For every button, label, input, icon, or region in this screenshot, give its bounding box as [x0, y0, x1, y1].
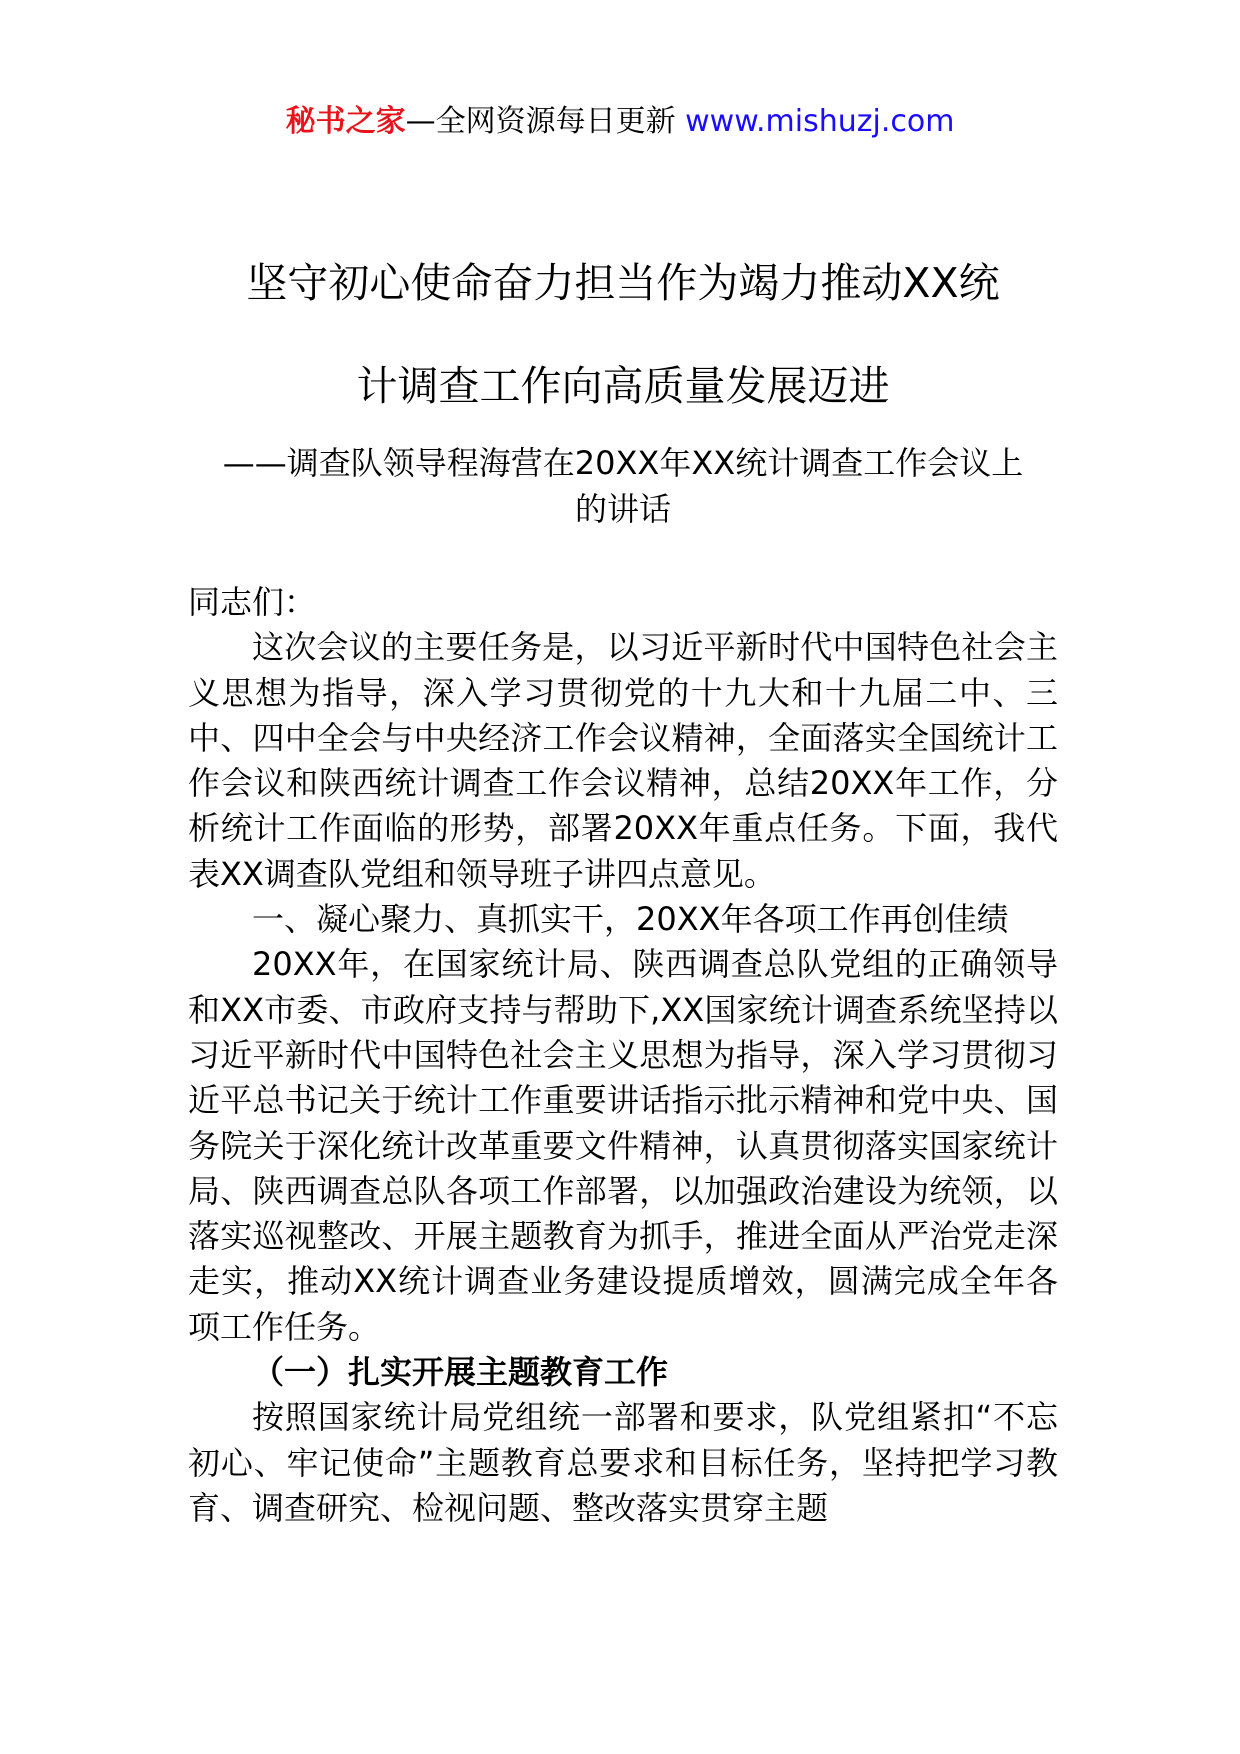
paragraph: 按照国家统计局党组统一部署和要求，队党组紧扣“不忘初心、牢记使命”主题教育总要求和目标任务，坚持把学习教育、调查研究、检视问题、整改落实贯穿主题 [188, 1398, 1058, 1527]
header-tagline: —全网资源每日更新 [405, 104, 676, 139]
subsection-heading: （一）扎实开展主题教育工作 [252, 1353, 669, 1392]
site-header [0, 102, 1240, 142]
document-title [188, 232, 1058, 438]
paragraph: 这次会议的主要任务是，以习近平新时代中国特色社会主义思想为指导，深入学习贯彻党的十九大和十九届二中、三中、四中全会与中央经济工作会议精神，全面落实全国统计工作会议和陕西统计调查工作会议精神，总结20XX年工作，分析统计工作面临的形势，部署20XX年重点任务。下面，我代表XX调查队党组和领导班子讲四点意见。 [188, 628, 1058, 893]
document-body [188, 580, 1058, 1531]
title-line-2: 计调查工作向高质量发展迈进 [356, 362, 890, 410]
salutation: 同志们： [188, 583, 317, 621]
header-url[interactable]: www.mishuzj.com [685, 104, 955, 139]
section-heading: 一、凝心聚力、真抓实干，20XX年各项工作再创佳绩 [252, 900, 1009, 939]
brand-name: 秘书之家 [285, 104, 406, 139]
subtitle-line-2: 的讲话 [574, 490, 671, 528]
document-subtitle [188, 440, 1058, 532]
subtitle-line-1: ——调查队领导程海营在20XX年XX统计调查工作会议上 [222, 444, 1024, 482]
title-line-1: 坚守初心使命奋力担当作为竭力推动XX统 [246, 259, 1000, 307]
paragraph: 20XX年，在国家统计局、陕西调查总队党组的正确领导和XX市委、市政府支持与帮助下,XX国家统计调查系统坚持以习近平新时代中国特色社会主义思想为指导，深入学习贯彻习近平总书记关于统计工作重要讲话指示批示精神和党中央、国务院关于深化统计改革重要文件精神，认真贯彻落实国家统计局、陕西调查总队各项工作部署，以加强政治建设为统领，以落实巡视整改、开展主题教育为抓手，推进全面从严治党走深走实，推动XX统计调查业务建设提质增效，圆满完成全年各项工作任务。 [188, 945, 1058, 1346]
